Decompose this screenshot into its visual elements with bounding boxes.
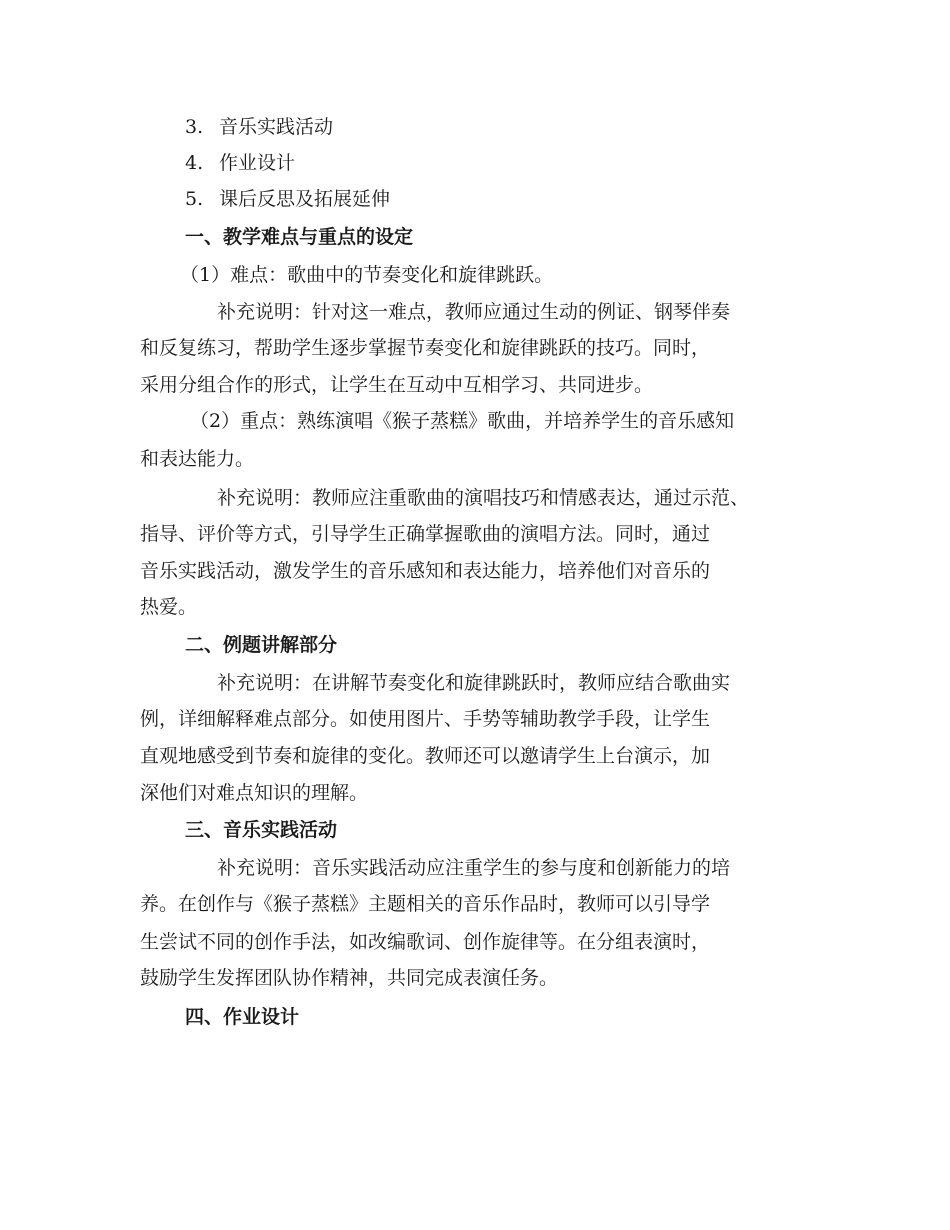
list-item-number: 4. bbox=[185, 152, 204, 174]
list-item-text: 音乐实践活动 bbox=[219, 116, 334, 138]
paragraph-line: 养。在创作与《猴子蒸糕》主题相关的音乐作品时，教师可以引导学 bbox=[140, 893, 711, 915]
paragraph-line: 例，详细解释难点部分。如使用图片、手势等辅助教学手段，让学生 bbox=[140, 708, 711, 730]
list-item-text: 作业设计 bbox=[219, 152, 296, 174]
section-heading: 三、音乐实践活动 bbox=[185, 819, 338, 841]
section-heading: 四、作业设计 bbox=[185, 1006, 300, 1028]
section-heading: 二、例题讲解部分 bbox=[185, 634, 338, 656]
list-item-text: 课后反思及拓展延伸 bbox=[219, 188, 391, 210]
list-item bbox=[185, 151, 295, 175]
key-point-statement: 和表达能力。 bbox=[140, 448, 255, 470]
paragraph-line: 热爱。 bbox=[140, 596, 198, 618]
paragraph-line: 补充说明：在讲解节奏变化和旋律跳跃时，教师应结合歌曲实 bbox=[217, 672, 731, 694]
paragraph-line: 采用分组合作的形式，让学生在互动中互相学习、共同进步。 bbox=[140, 374, 654, 396]
list-item bbox=[185, 187, 390, 211]
paragraph-line: 指导、评价等方式，引导学生正确掌握歌曲的演唱方法。同时，通过 bbox=[140, 523, 711, 545]
list-item bbox=[185, 115, 333, 139]
paragraph-line: 补充说明：针对这一难点，教师应通过生动的例证、钢琴伴奏 bbox=[217, 301, 731, 323]
difficulty-statement: （1）难点：歌曲中的节奏变化和旋律跳跃。 bbox=[180, 264, 554, 286]
section-heading: 一、教学难点与重点的设定 bbox=[185, 226, 414, 248]
paragraph-line: 补充说明：教师应注重歌曲的演唱技巧和情感表达，通过示范、 bbox=[217, 487, 750, 509]
paragraph-line: 鼓励学生发挥团队协作精神，共同完成表演任务。 bbox=[140, 967, 559, 989]
paragraph-line: 直观地感受到节奏和旋律的变化。教师还可以邀请学生上台演示，加 bbox=[140, 745, 711, 767]
paragraph-line: 和反复练习，帮助学生逐步掌握节奏变化和旋律跳跃的技巧。同时， bbox=[140, 337, 711, 359]
paragraph-line: 深他们对难点知识的理解。 bbox=[140, 782, 369, 804]
list-item-number: 3. bbox=[185, 116, 204, 138]
list-item-number: 5. bbox=[185, 188, 204, 210]
paragraph-line: 补充说明：音乐实践活动应注重学生的参与度和创新能力的培 bbox=[217, 857, 731, 879]
paragraph-line: 音乐实践活动，激发学生的音乐感知和表达能力，培养他们对音乐的 bbox=[140, 560, 711, 582]
key-point-statement: （2）重点：熟练演唱《猴子蒸糕》歌曲，并培养学生的音乐感知 bbox=[190, 410, 735, 432]
paragraph-line: 生尝试不同的创作手法，如改编歌词、创作旋律等。在分组表演时， bbox=[140, 931, 711, 953]
